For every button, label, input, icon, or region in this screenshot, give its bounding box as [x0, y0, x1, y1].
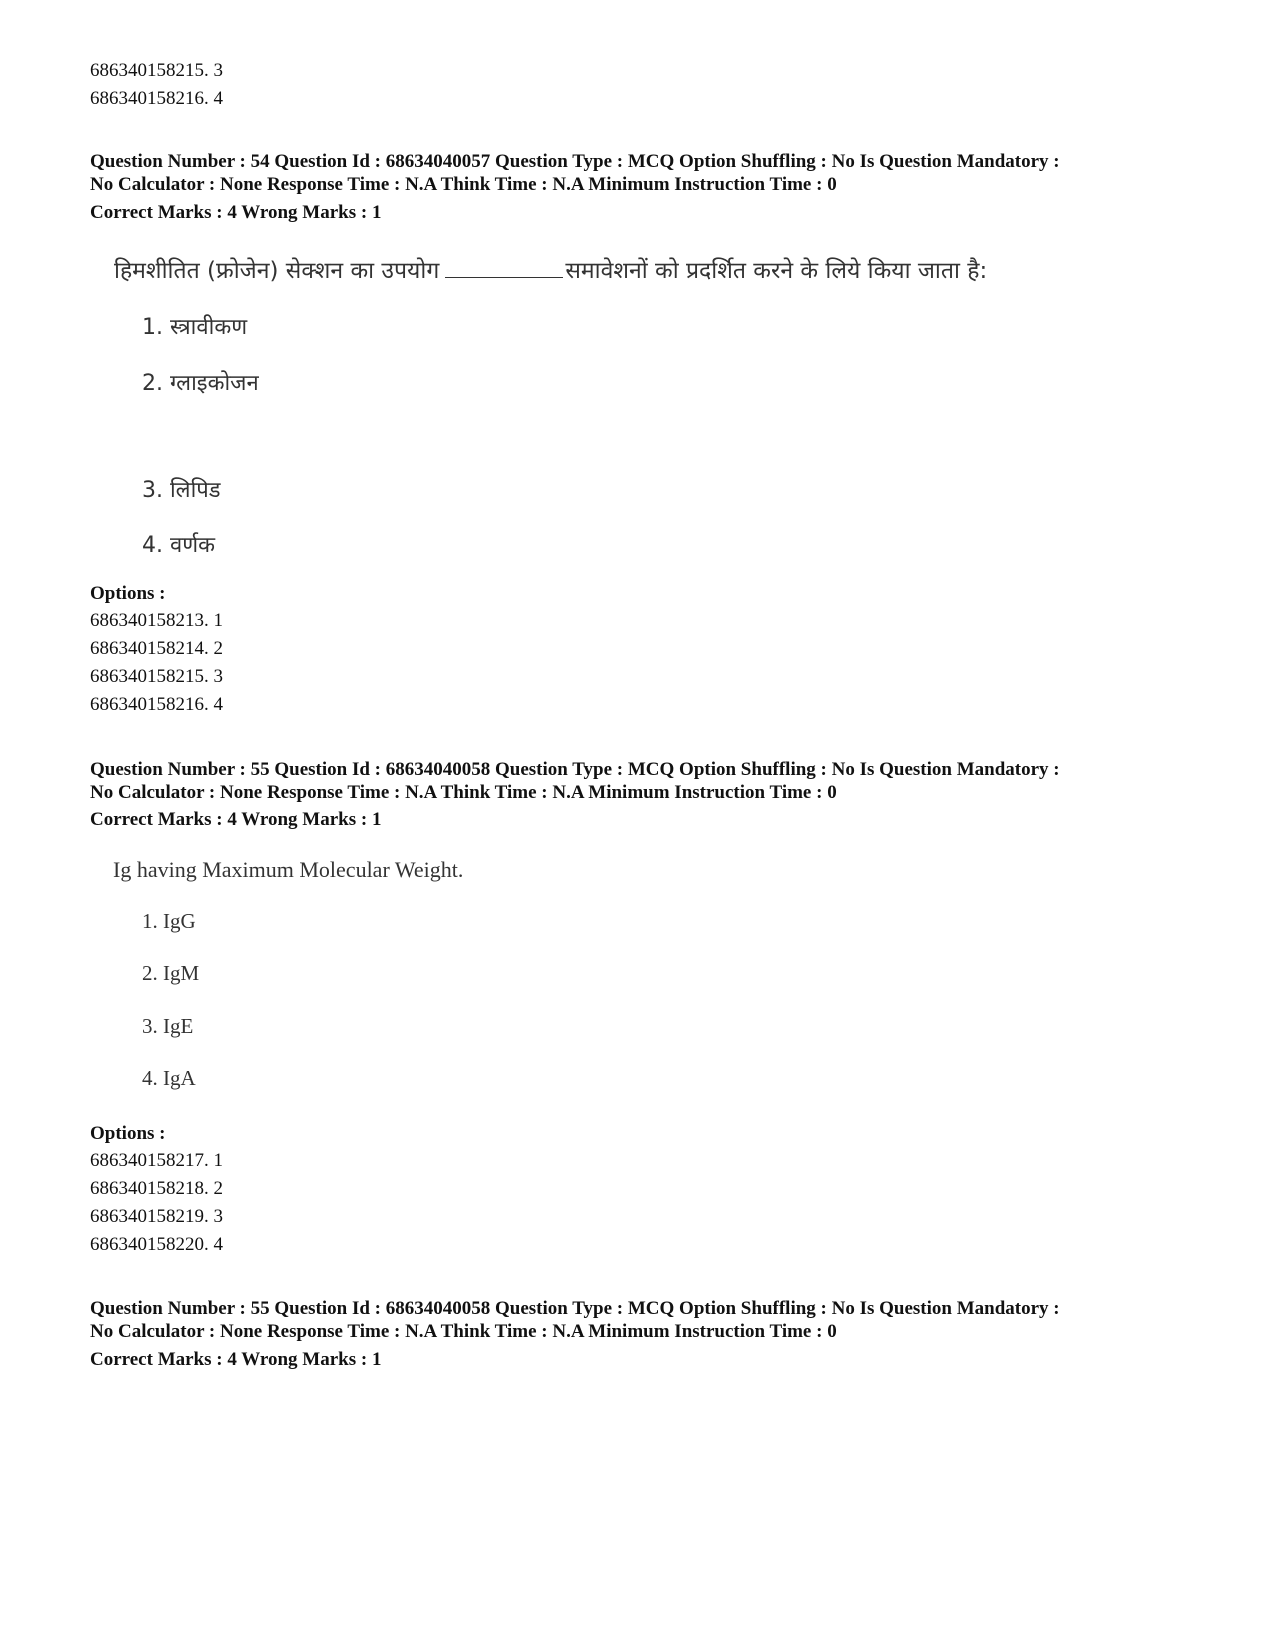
option-number: 1: [213, 1150, 223, 1171]
option-number: 4: [213, 1234, 223, 1255]
option-row: 686340158220. 4: [90, 1234, 223, 1255]
question-55-marks: Correct Marks : 4 Wrong Marks : 1: [90, 809, 382, 830]
option-number: 4: [213, 88, 223, 109]
option-number: 1: [213, 610, 223, 631]
question-54-text-after-blank: समावेशनों को प्रदर्शित करने के लिये किया जाता है:: [565, 258, 988, 284]
option-id: 686340158214: [90, 638, 204, 659]
question-54-options-label: Options :: [90, 583, 166, 604]
option-number: 4: [213, 694, 223, 715]
option-number: 3: [213, 1206, 223, 1227]
question-54-choice: 2. ग्लाइकोजन: [142, 371, 259, 396]
option-id: 686340158218: [90, 1178, 204, 1199]
question-54-header-line-2: No Calculator : None Response Time : N.A Think Time : N.A Minimum Instruction Time : 0: [90, 174, 837, 195]
question-55-text: Ig having Maximum Molecular Weight.: [113, 857, 464, 882]
option-row: 686340158214. 2: [90, 638, 223, 659]
option-number: 2: [213, 1178, 223, 1199]
option-id: 686340158216: [90, 694, 204, 715]
question-55-choice: 1. IgG: [142, 909, 196, 933]
option-id: 686340158217: [90, 1150, 204, 1171]
option-number: 3: [213, 666, 223, 687]
option-id: 686340158220: [90, 1234, 204, 1255]
question-55-choice: 4. IgA: [142, 1066, 196, 1090]
question-55-repeat-header-line-1: Question Number : 55 Question Id : 68634040058 Question Type : MCQ Option Shuffling : No Is Question Mandatory :: [90, 1298, 1060, 1319]
question-54-choice: 3. लिपिड: [142, 478, 221, 503]
option-row: 686340158216. 4: [90, 694, 223, 715]
question-54-choice: 1. स्त्रावीकण: [142, 315, 248, 340]
option-row: 686340158216. 4: [90, 88, 223, 109]
question-55-header-line-2: No Calculator : None Response Time : N.A Think Time : N.A Minimum Instruction Time : 0: [90, 782, 837, 803]
question-55-repeat-header-line-2: No Calculator : None Response Time : N.A Think Time : N.A Minimum Instruction Time : 0: [90, 1321, 837, 1342]
question-54-text-before-blank: हिमशीतित (फ्रोजेन) सेक्शन का उपयोग: [114, 258, 440, 284]
option-id: 686340158215: [90, 666, 204, 687]
question-54-header-line-1: Question Number : 54 Question Id : 68634040057 Question Type : MCQ Option Shuffling : No Is Question Mandatory :: [90, 151, 1060, 172]
option-number: 3: [213, 60, 223, 81]
fill-in-blank: [445, 257, 563, 278]
question-54-text: [114, 253, 987, 285]
option-row: 686340158219. 3: [90, 1206, 223, 1227]
question-55-repeat-marks: Correct Marks : 4 Wrong Marks : 1: [90, 1349, 382, 1370]
option-id: 686340158216: [90, 88, 204, 109]
question-54-marks: Correct Marks : 4 Wrong Marks : 1: [90, 202, 382, 223]
option-row: 686340158213. 1: [90, 610, 223, 631]
option-id: 686340158213: [90, 610, 204, 631]
option-row: 686340158217. 1: [90, 1150, 223, 1171]
option-number: 2: [213, 638, 223, 659]
question-54-choice: 4. वर्णक: [142, 533, 216, 558]
question-55-options-label: Options :: [90, 1123, 166, 1144]
question-55-choice: 3. IgE: [142, 1014, 194, 1038]
option-id: 686340158219: [90, 1206, 204, 1227]
option-row: 686340158218. 2: [90, 1178, 223, 1199]
option-row: 686340158215. 3: [90, 666, 223, 687]
option-id: 686340158215: [90, 60, 204, 81]
option-row: 686340158215. 3: [90, 60, 223, 81]
question-55-choice: 2. IgM: [142, 961, 200, 985]
question-55-header-line-1: Question Number : 55 Question Id : 68634040058 Question Type : MCQ Option Shuffling : No Is Question Mandatory :: [90, 759, 1060, 780]
